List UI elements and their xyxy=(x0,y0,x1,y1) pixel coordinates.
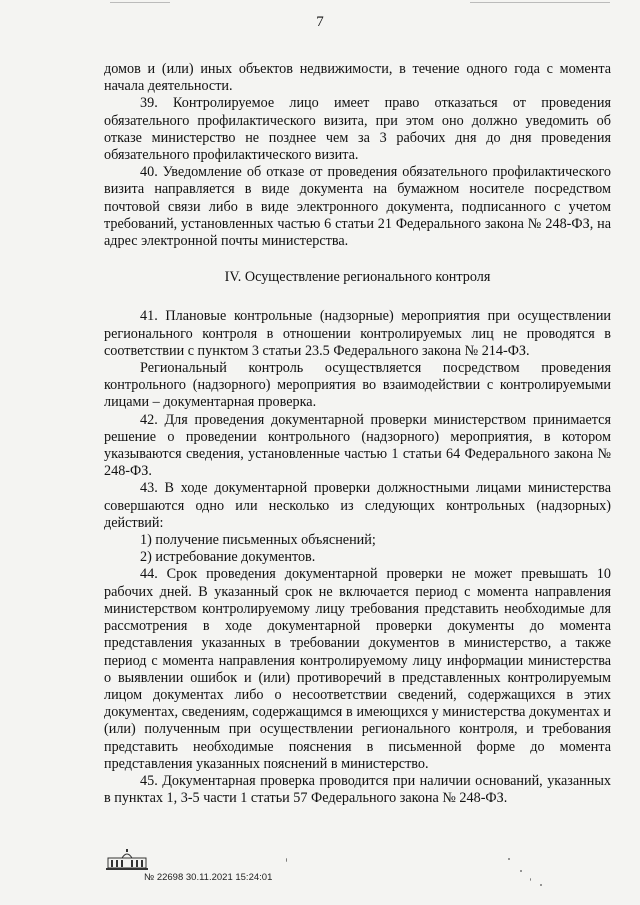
scan-artifact xyxy=(470,2,610,3)
scan-speck xyxy=(286,858,287,862)
registration-footer xyxy=(104,848,404,888)
document-body xyxy=(104,61,611,807)
scan-speck xyxy=(540,884,542,886)
registration-number: № 22698 30.11.2021 15:24:01 xyxy=(144,872,273,883)
list-item-1: 1) получение письменных объяснений; xyxy=(140,532,376,549)
paragraph-41: 41. Плановые контрольные (надзорные) мероприятия при осуществлении регионального контроля в отношении контролируемых лиц не проводятся в соответствии с пунктом 3 статьи 23.5 Федерального закона № 214-ФЗ. xyxy=(104,308,611,359)
paragraph-40: 40. Уведомление об отказе от проведения обязательного профилактического визита направляется в виде документа на бумажном носителе посредством почтовой связи либо в виде электронного документа, подписанного с учетом требований, установленных частью 6 статьи 21 Федерального закона № 248-ФЗ, на адрес электронной почты министерства. xyxy=(104,164,611,250)
paragraph-42: 42. Для проведения документарной проверки министерством принимается решение о проведении контрольного (надзорного) мероприятия, в котором указываются сведения, установленные частью 1 статьи 64 Федерального закона № 248-ФЗ. xyxy=(104,411,611,480)
scan-speck xyxy=(520,870,522,872)
building-emblem-icon xyxy=(104,848,150,872)
paragraph-45: 45. Документарная проверка проводится при наличии оснований, указанных в пунктах 1, 3-5 части 1 статьи 57 Федерального закона № 248-ФЗ. xyxy=(104,772,611,807)
paragraph-43: 43. В ходе документарной проверки должностными лицами министерства совершаются одно или несколько из следующих контрольных (надзорных) действий: xyxy=(104,480,611,531)
paragraph-continuation: домов и (или) иных объектов недвижимости, в течение одного года с момента начала деятельности. xyxy=(104,61,611,95)
paragraph-39: 39. Контролируемое лицо имеет право отказаться от проведения обязательного профилактического визита, при этом оно должно уведомить об отказе министерство не позднее чем за 3 рабочих дня до дня проведения обязательного профилактического визита. xyxy=(104,95,611,164)
scan-speck xyxy=(508,858,510,860)
paragraph-44: 44. Срок проведения документарной проверки не может превышать 10 рабочих дней. В указанный срок не включается период с момента направления министерством контролируемому лицу требования представить необходимые для рассмотрения в ходе документарной проверки документы до момента представления указанных в требовании документов в министерство, а также период с момента направления контролируемому лицу информации министерства о выявлении ошибок и (или) противоречий в представленных контролируемым лицом документах либо о несоответствии сведений, содержащихся в этих документах, сведениям, содержащимся в имеющихся у министерства документах и (или) полученным при осуществлении регионального контроля, и требования представить необходимые пояснения в письменной форме до момента представления указанных пояснений в министерство. xyxy=(104,566,611,772)
list-item-2: 2) истребование документов. xyxy=(140,549,316,566)
paragraph-regional-control: Региональный контроль осуществляется посредством проведения контрольного (надзорного) мероприятия во взаимодействии с контролируемыми лицами – документарная проверка. xyxy=(104,360,611,411)
section-title: IV. Осуществление регионального контроля xyxy=(224,269,491,286)
scan-speck xyxy=(530,878,531,881)
page-number: 7 xyxy=(316,14,324,30)
scan-artifact xyxy=(110,2,170,3)
